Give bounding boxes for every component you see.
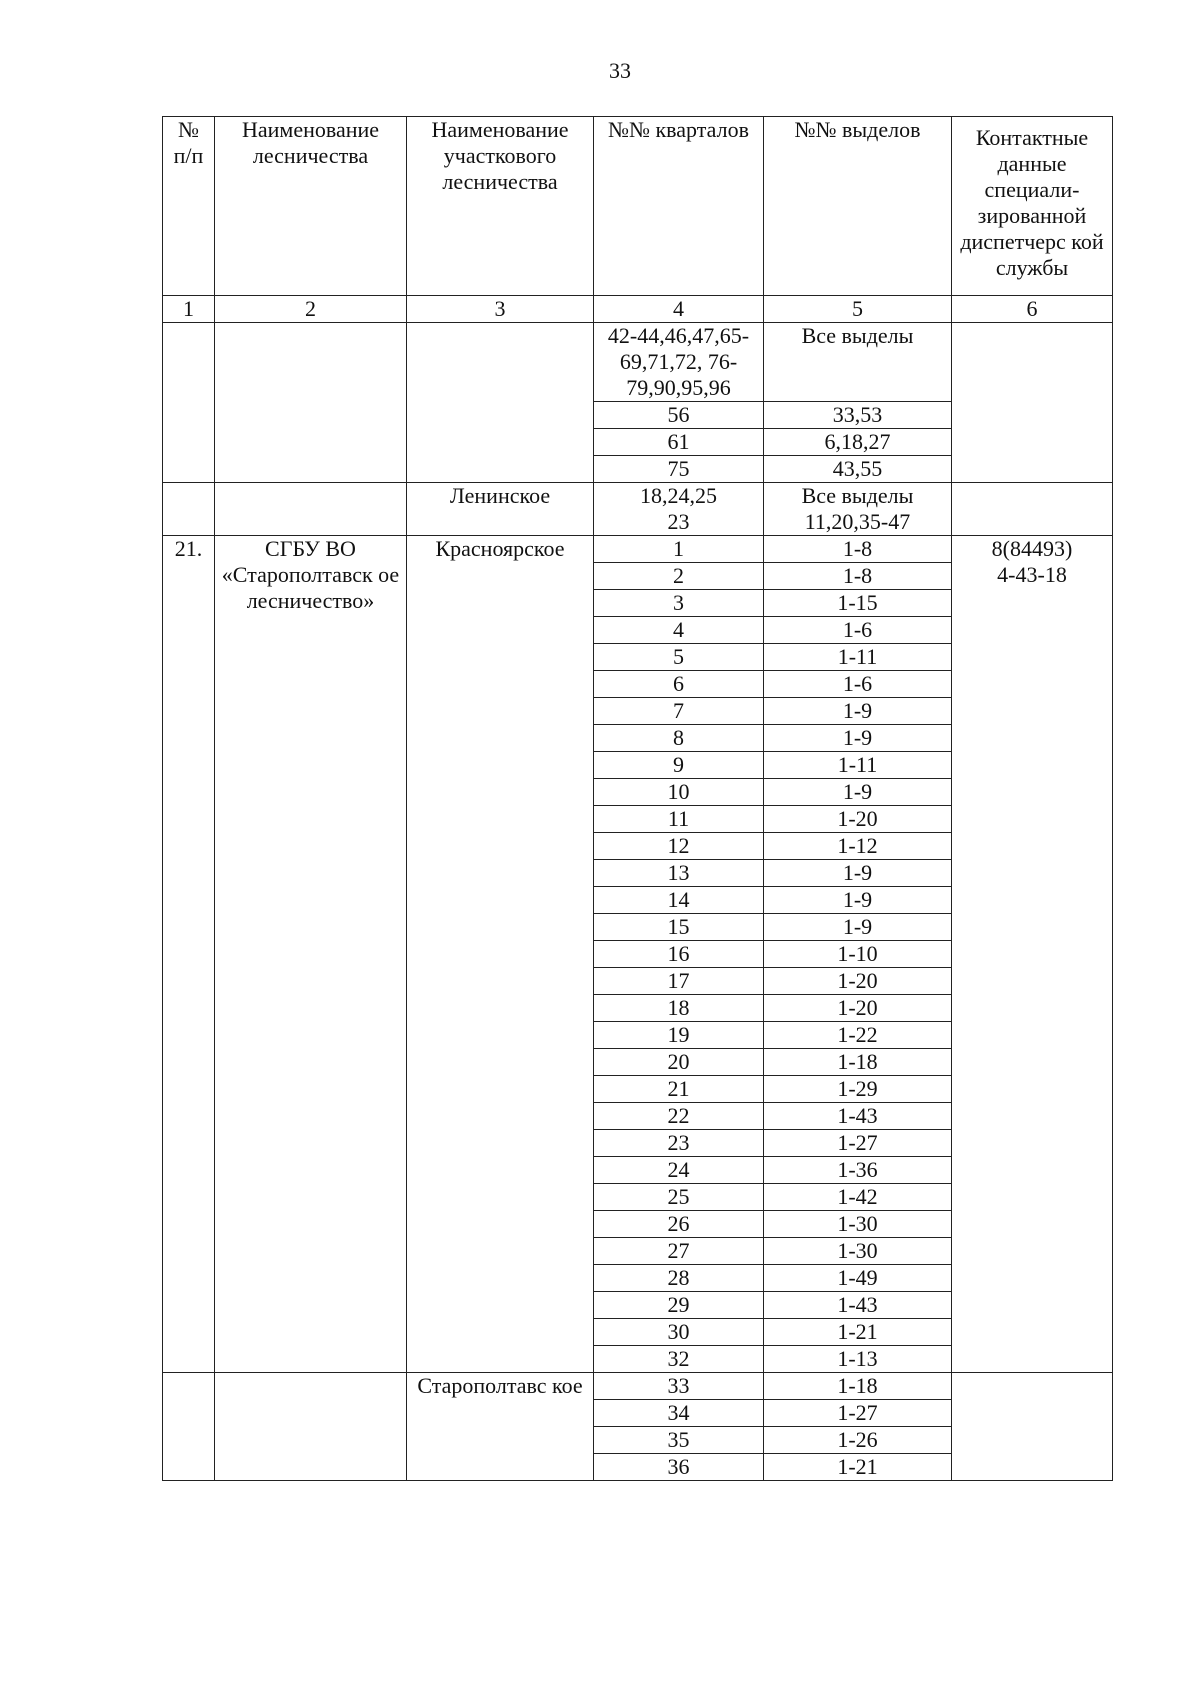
quarters-cell: 26 [594,1211,764,1238]
sections-cell: 6,18,27 [764,429,952,456]
quarters-cell: 12 [594,833,764,860]
sections-cell: 1-18 [764,1373,952,1400]
sections-cell: 1-29 [764,1076,952,1103]
quarters-cell: 33 [594,1373,764,1400]
sections-cell: 1-30 [764,1211,952,1238]
quarters-cell: 61 [594,429,764,456]
district-cell [407,323,594,483]
sections-cell: 1-13 [764,1346,952,1373]
quarters-cell: 5 [594,644,764,671]
sections-cell: 1-9 [764,860,952,887]
column-number: 4 [594,296,764,323]
sections-cell: 1-6 [764,617,952,644]
table-row [163,536,1113,563]
district-cell: Красноярское [407,536,594,1373]
sections-cell: 1-20 [764,995,952,1022]
column-number: 3 [407,296,594,323]
quarters-cell: 32 [594,1346,764,1373]
sections-cell: 1-26 [764,1427,952,1454]
quarters-cell: 19 [594,1022,764,1049]
sections-cell: 1-20 [764,968,952,995]
contact-cell [952,483,1113,536]
quarters-cell: 7 [594,698,764,725]
sections-cell: 43,55 [764,456,952,483]
sections-cell: 1-10 [764,941,952,968]
quarters-cell: 13 [594,860,764,887]
quarters-cell: 6 [594,671,764,698]
sections-cell: 1-21 [764,1454,952,1481]
column-number: 6 [952,296,1113,323]
contact-cell: 8(84493) 4-43-18 [952,536,1113,1373]
quarters-cell: 42-44,46,47,65-69,71,72, 76-79,90,95,96 [594,323,764,402]
quarters-cell: 24 [594,1157,764,1184]
quarters-cell: 15 [594,914,764,941]
column-number: 5 [764,296,952,323]
sections-cell: 1-18 [764,1049,952,1076]
quarters-cell: 16 [594,941,764,968]
row-number-cell [163,1373,215,1481]
quarters-cell: 34 [594,1400,764,1427]
forestry-cell: СГБУ ВО «Старополтавск ое лесничество» [215,536,407,1373]
sections-cell: 1-9 [764,914,952,941]
district-cell: Старополтавс кое [407,1373,594,1481]
quarters-cell: 9 [594,752,764,779]
forestry-cell [215,483,407,536]
quarters-cell: 2 [594,563,764,590]
sections-cell: 1-43 [764,1103,952,1130]
sections-cell: 1-8 [764,563,952,590]
sections-cell: 1-9 [764,887,952,914]
sections-cell: 1-20 [764,806,952,833]
header-cell: №№ выделов [764,117,952,296]
quarters-cell: 75 [594,456,764,483]
quarters-cell: 35 [594,1427,764,1454]
row-number-cell [163,323,215,483]
sections-cell: 1-43 [764,1292,952,1319]
sections-cell: 1-9 [764,779,952,806]
quarters-cell: 29 [594,1292,764,1319]
sections-cell: 1-21 [764,1319,952,1346]
header-cell: Контактные данные специали-зированной диспетчерс кой службы [952,117,1113,296]
sections-cell: 1-6 [764,671,952,698]
quarters-cell: 20 [594,1049,764,1076]
sections-cell: 1-15 [764,590,952,617]
table-row [163,483,1113,536]
quarters-cell: 23 [594,1130,764,1157]
sections-cell: 1-12 [764,833,952,860]
quarters-cell: 14 [594,887,764,914]
sections-cell: 1-27 [764,1130,952,1157]
sections-cell: 1-22 [764,1022,952,1049]
contact-cell [952,1373,1113,1481]
sections-cell: 1-11 [764,644,952,671]
header-cell: № п/п [163,117,215,296]
quarters-cell: 56 [594,402,764,429]
sections-cell: 1-8 [764,536,952,563]
page-number: 33 [609,58,631,83]
district-cell: Ленинское [407,483,594,536]
quarters-cell: 3 [594,590,764,617]
column-number: 1 [163,296,215,323]
contact-cell [952,323,1113,483]
column-number-row [163,296,1113,323]
forestry-cell [215,323,407,483]
quarters-cell: 4 [594,617,764,644]
sections-cell: 1-9 [764,725,952,752]
quarters-cell: 1 [594,536,764,563]
quarters-cell: 28 [594,1265,764,1292]
quarters-cell: 22 [594,1103,764,1130]
table-row [163,323,1113,402]
forestry-cell [215,1373,407,1481]
quarters-cell: 30 [594,1319,764,1346]
sections-cell: Все выделы [764,323,952,402]
sections-cell: 1-11 [764,752,952,779]
row-number-cell: 21. [163,536,215,1373]
quarters-cell: 18 [594,995,764,1022]
row-number-cell [163,483,215,536]
sections-cell: Все выделы 11,20,35-47 [764,483,952,536]
sections-cell: 1-42 [764,1184,952,1211]
sections-cell: 1-30 [764,1238,952,1265]
table-row [163,1373,1113,1400]
quarters-cell: 18,24,25 23 [594,483,764,536]
sections-cell: 1-49 [764,1265,952,1292]
quarters-cell: 8 [594,725,764,752]
header-row [163,117,1113,296]
sections-cell: 1-36 [764,1157,952,1184]
sections-cell: 1-9 [764,698,952,725]
quarters-cell: 25 [594,1184,764,1211]
header-cell: №№ кварталов [594,117,764,296]
quarters-cell: 10 [594,779,764,806]
header-cell: Наименование участкового лесничества [407,117,594,296]
forestry-table [162,116,1113,1481]
header-cell: Наименование лесничества [215,117,407,296]
sections-cell: 33,53 [764,402,952,429]
quarters-cell: 21 [594,1076,764,1103]
column-number: 2 [215,296,407,323]
quarters-cell: 36 [594,1454,764,1481]
quarters-cell: 11 [594,806,764,833]
quarters-cell: 27 [594,1238,764,1265]
sections-cell: 1-27 [764,1400,952,1427]
quarters-cell: 17 [594,968,764,995]
